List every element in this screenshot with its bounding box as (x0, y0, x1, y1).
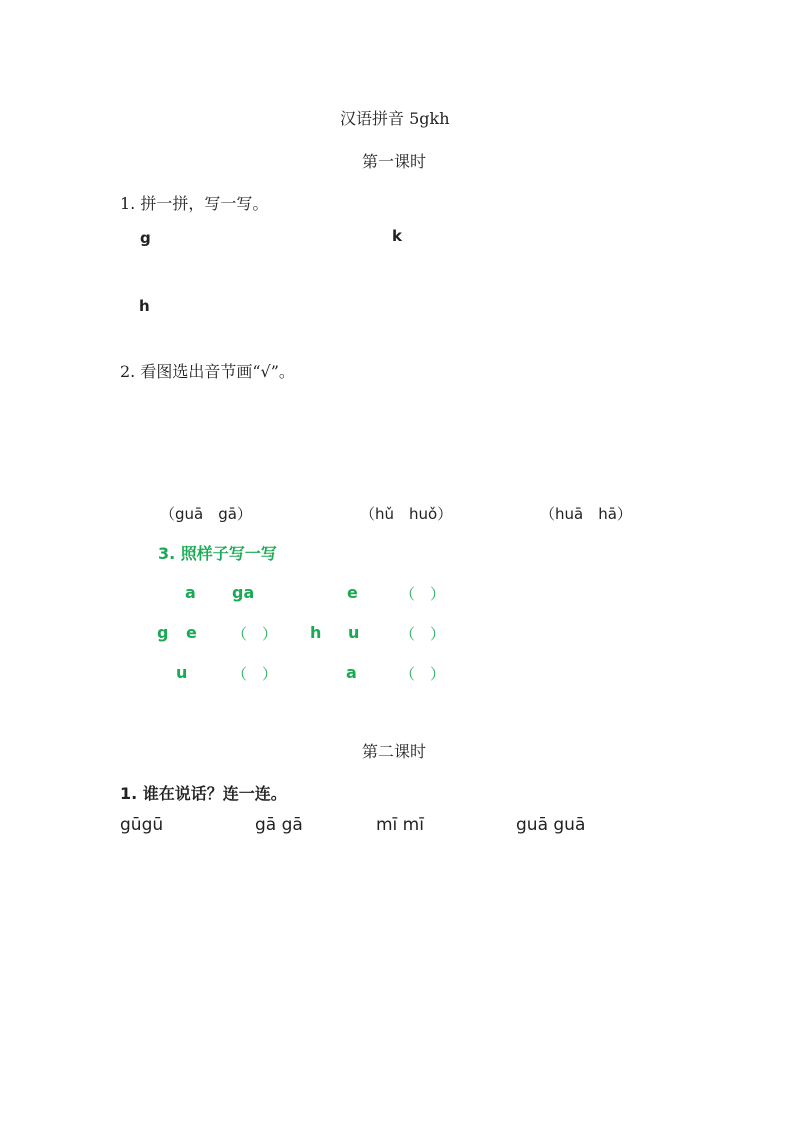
row2-u: u (348, 623, 360, 642)
row3-u: u (176, 663, 188, 682)
exercise-1-heading: 1. 拼一拼，写一写。 (120, 194, 269, 213)
page-title: 汉语拼音 5gkh (340, 109, 450, 128)
lesson-two-heading: 第二课时 (362, 742, 427, 761)
row2-g: g (157, 623, 169, 642)
row1-blank: （ ） (400, 585, 446, 603)
word-mimi: mī mī (376, 815, 424, 835)
lesson-one-heading: 第一课时 (362, 152, 427, 171)
row2-blank-2: （ ） (400, 625, 446, 643)
row2-blank-1: （ ） (232, 625, 278, 643)
option-gua-ga: （guā gā） (160, 505, 252, 523)
word-gaga: gā gā (255, 815, 303, 835)
row3-a: a (346, 663, 357, 682)
row1-ga: ga (232, 583, 255, 602)
exercise-3-heading: 3. 照样子写一写 (158, 544, 277, 563)
row2-e: e (186, 623, 197, 642)
word-guagua: guā guā (516, 815, 586, 835)
row3-blank-2: （ ） (400, 665, 446, 683)
letter-h: h (139, 297, 150, 315)
word-gugu: gūgū (120, 815, 164, 835)
exercise-2-heading: 2. 看图选出音节画“√”。 (120, 362, 295, 381)
option-hua-ha: （huā hā） (540, 505, 632, 523)
part2-exercise-1-heading: 1. 谁在说话？连一连。 (120, 784, 287, 803)
row1-e: e (347, 583, 358, 602)
row3-blank-1: （ ） (232, 665, 278, 683)
letter-g: g (140, 229, 151, 247)
row1-a: a (185, 583, 196, 602)
row2-h: h (310, 623, 322, 642)
option-hu-huo: （hǔ huǒ） (360, 505, 453, 523)
letter-k: k (392, 227, 402, 245)
